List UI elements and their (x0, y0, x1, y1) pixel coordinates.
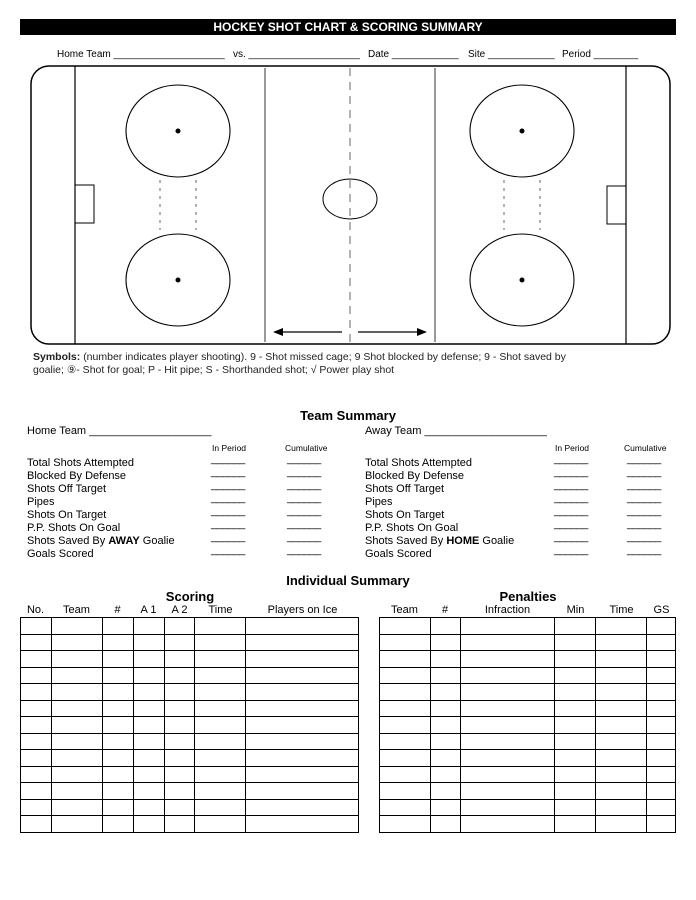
table-cell[interactable] (555, 717, 596, 734)
table-cell[interactable] (246, 733, 359, 750)
home-cumulative-blank[interactable]: ______ (287, 466, 321, 478)
table-cell[interactable] (647, 816, 676, 833)
table-cell[interactable] (51, 799, 102, 816)
table-cell[interactable] (195, 634, 246, 651)
table-row (21, 733, 359, 750)
table-cell[interactable] (555, 733, 596, 750)
table-cell[interactable] (51, 651, 102, 668)
table-cell[interactable] (555, 684, 596, 701)
table-cell[interactable] (647, 667, 676, 684)
table-cell[interactable] (21, 684, 52, 701)
date-field[interactable]: Date ____________ (368, 49, 459, 60)
home-stat-label: Total Shots Attempted (27, 457, 135, 469)
away-cumulative-blank[interactable]: ______ (627, 518, 661, 530)
table-cell[interactable] (133, 783, 164, 800)
table-cell[interactable] (430, 799, 460, 816)
table-cell[interactable] (102, 783, 133, 800)
table-cell[interactable] (430, 651, 460, 668)
table-cell[interactable] (380, 634, 431, 651)
table-row (21, 783, 359, 800)
away-team-field[interactable]: vs. ____________________ (233, 49, 360, 60)
away-stat-row (365, 466, 661, 482)
scoring-col-header: Team (63, 604, 90, 616)
away-cumulative-blank[interactable]: ______ (627, 544, 661, 556)
table-row (21, 766, 359, 783)
home-stat-row (27, 531, 321, 547)
table-cell[interactable] (647, 783, 676, 800)
penalties-title: Penalties (499, 589, 557, 604)
table-cell[interactable] (246, 799, 359, 816)
table-row (380, 717, 676, 734)
table-cell[interactable] (380, 799, 431, 816)
table-cell[interactable] (102, 667, 133, 684)
table-cell[interactable] (460, 799, 555, 816)
home-in-period-blank[interactable]: ______ (211, 505, 245, 517)
penalties-col-header: Team (391, 604, 418, 616)
table-cell[interactable] (596, 700, 647, 717)
table-cell[interactable] (51, 766, 102, 783)
table-cell[interactable] (21, 733, 52, 750)
individual-summary-title: Individual Summary (286, 573, 410, 588)
home-in-period-blank[interactable]: ______ (211, 531, 245, 543)
table-cell[interactable] (596, 799, 647, 816)
table-cell[interactable] (133, 750, 164, 767)
table-cell[interactable] (164, 618, 195, 635)
table-cell[interactable] (51, 684, 102, 701)
scoring-col-header: Time (208, 604, 233, 616)
table-cell[interactable] (102, 700, 133, 717)
away-stat-row (365, 544, 661, 560)
table-cell[interactable] (102, 618, 133, 635)
table-cell[interactable] (380, 766, 431, 783)
away-stat-row (365, 518, 661, 534)
table-row (380, 667, 676, 684)
table-cell[interactable] (647, 733, 676, 750)
site-field[interactable]: Site ____________ (468, 49, 555, 60)
table-row (21, 667, 359, 684)
table-cell[interactable] (430, 766, 460, 783)
home-stat-row (27, 544, 321, 560)
table-cell[interactable] (133, 733, 164, 750)
home-cumulative-blank[interactable]: ______ (287, 544, 321, 556)
table-cell[interactable] (21, 700, 52, 717)
table-cell[interactable] (460, 618, 555, 635)
symbols-label: Symbols: (33, 351, 81, 363)
table-cell[interactable] (21, 766, 52, 783)
table-cell[interactable] (555, 750, 596, 767)
away-in-period-blank[interactable]: ______ (554, 453, 588, 465)
table-cell[interactable] (380, 717, 431, 734)
home-cumulative-header: Cumulative (285, 443, 328, 453)
table-cell[interactable] (380, 684, 431, 701)
page-title: HOCKEY SHOT CHART & SCORING SUMMARY (20, 19, 676, 35)
table-cell[interactable] (51, 750, 102, 767)
away-cumulative-blank[interactable]: ______ (627, 453, 661, 465)
home-stat-label: Blocked By Defense (27, 470, 127, 482)
table-cell[interactable] (51, 733, 102, 750)
home-in-period-blank[interactable]: ______ (211, 518, 245, 530)
table-cell[interactable] (430, 733, 460, 750)
table-cell[interactable] (164, 667, 195, 684)
table-cell[interactable] (246, 750, 359, 767)
table-cell[interactable] (246, 684, 359, 701)
home-cumulative-blank[interactable]: ______ (287, 531, 321, 543)
table-cell[interactable] (195, 717, 246, 734)
table-cell[interactable] (460, 816, 555, 833)
table-cell[interactable] (102, 634, 133, 651)
table-cell[interactable] (133, 700, 164, 717)
table-cell[interactable] (102, 750, 133, 767)
table-row (21, 684, 359, 701)
scoring-col-header: No. (26, 604, 45, 616)
table-cell[interactable] (596, 634, 647, 651)
away-stat-label: Goals Scored (365, 548, 432, 560)
table-cell[interactable] (21, 750, 52, 767)
table-row (21, 618, 359, 635)
table-cell[interactable] (555, 766, 596, 783)
table-cell[interactable] (133, 618, 164, 635)
scoring-col-header: Players on Ice (267, 604, 338, 616)
table-cell[interactable] (596, 750, 647, 767)
home-in-period-header: In Period (212, 443, 247, 453)
table-cell[interactable] (51, 717, 102, 734)
table-cell[interactable] (164, 717, 195, 734)
home-in-period-blank[interactable]: ______ (211, 544, 245, 556)
home-team-field[interactable]: Home Team ____________________ (57, 49, 225, 60)
table-cell[interactable] (102, 717, 133, 734)
away-stat-row (365, 492, 661, 508)
table-cell[interactable] (555, 651, 596, 668)
away-stat-label: Total Shots Attempted (365, 457, 473, 469)
table-row (380, 634, 676, 651)
away-stat-row (365, 479, 661, 495)
home-in-period-blank[interactable]: ______ (211, 492, 245, 504)
table-cell[interactable] (596, 651, 647, 668)
table-cell[interactable] (596, 783, 647, 800)
team-summary-title: Team Summary (300, 408, 396, 423)
table-cell[interactable] (102, 766, 133, 783)
penalties-table[interactable] (379, 617, 676, 833)
table-cell[interactable] (51, 700, 102, 717)
scoring-title: Scoring (165, 589, 215, 604)
table-cell[interactable] (430, 634, 460, 651)
table-cell[interactable] (164, 700, 195, 717)
table-cell[interactable] (555, 799, 596, 816)
table-cell[interactable] (195, 750, 246, 767)
table-cell[interactable] (555, 816, 596, 833)
table-cell[interactable] (460, 783, 555, 800)
table-cell[interactable] (133, 816, 164, 833)
away-stat-row (365, 505, 661, 521)
penalties-col-header: GS (653, 604, 670, 616)
table-cell[interactable] (647, 750, 676, 767)
away-stat-row (365, 453, 661, 469)
away-in-period-blank[interactable]: ______ (554, 492, 588, 504)
table-cell[interactable] (51, 667, 102, 684)
table-cell[interactable] (460, 750, 555, 767)
table-row (21, 634, 359, 651)
table-cell[interactable] (430, 750, 460, 767)
away-in-period-blank[interactable]: ______ (554, 466, 588, 478)
table-row (21, 799, 359, 816)
away-team-summary-field[interactable]: Away Team ____________________ (365, 425, 547, 437)
table-cell[interactable] (195, 700, 246, 717)
home-stat-label: Shots Off Target (27, 483, 107, 495)
away-stat-label: Shots Saved By HOME Goalie (365, 535, 515, 547)
table-cell[interactable] (195, 684, 246, 701)
table-cell[interactable] (102, 816, 133, 833)
away-in-period-blank[interactable]: ______ (554, 531, 588, 543)
table-cell[interactable] (555, 667, 596, 684)
away-cumulative-blank[interactable]: ______ (627, 492, 661, 504)
table-cell[interactable] (596, 766, 647, 783)
table-cell[interactable] (102, 733, 133, 750)
penalties-col-header: Time (609, 604, 634, 616)
home-stat-row (27, 479, 321, 495)
home-stats (27, 453, 321, 560)
table-cell[interactable] (164, 816, 195, 833)
away-cumulative-header: Cumulative (624, 443, 667, 453)
table-row (380, 816, 676, 833)
home-in-period-blank[interactable]: ______ (211, 453, 245, 465)
table-cell[interactable] (430, 700, 460, 717)
table-cell[interactable] (596, 733, 647, 750)
table-row (21, 717, 359, 734)
table-cell[interactable] (596, 816, 647, 833)
table-cell[interactable] (133, 634, 164, 651)
table-cell[interactable] (460, 766, 555, 783)
home-in-period-blank[interactable]: ______ (211, 479, 245, 491)
table-row (21, 700, 359, 717)
table-row (380, 651, 676, 668)
away-stat-row (365, 531, 661, 547)
table-cell[interactable] (164, 733, 195, 750)
away-in-period-blank[interactable]: ______ (554, 505, 588, 517)
table-cell[interactable] (246, 766, 359, 783)
scoring-col-header: A 1 (140, 604, 157, 616)
table-cell[interactable] (460, 733, 555, 750)
table-row (380, 618, 676, 635)
away-stat-label: P.P. Shots On Goal (365, 522, 459, 534)
table-row (380, 684, 676, 701)
table-row (21, 816, 359, 833)
away-in-period-blank[interactable]: ______ (554, 479, 588, 491)
table-cell[interactable] (380, 667, 431, 684)
scoring-col-header: A 2 (171, 604, 188, 616)
table-cell[interactable] (164, 799, 195, 816)
table-cell[interactable] (164, 750, 195, 767)
table-cell[interactable] (647, 684, 676, 701)
table-cell[interactable] (21, 816, 52, 833)
table-cell[interactable] (380, 816, 431, 833)
table-cell[interactable] (51, 634, 102, 651)
penalties-col-header: Infraction (484, 604, 531, 616)
away-stat-label: Blocked By Defense (365, 470, 465, 482)
table-cell[interactable] (195, 799, 246, 816)
table-cell[interactable] (460, 700, 555, 717)
table-cell[interactable] (647, 634, 676, 651)
table-cell[interactable] (430, 816, 460, 833)
table-cell[interactable] (195, 766, 246, 783)
table-cell[interactable] (460, 684, 555, 701)
table-cell[interactable] (164, 684, 195, 701)
table-cell[interactable] (246, 783, 359, 800)
table-cell[interactable] (21, 618, 52, 635)
table-cell[interactable] (647, 700, 676, 717)
away-cumulative-blank[interactable]: ______ (627, 531, 661, 543)
table-cell[interactable] (51, 816, 102, 833)
table-cell[interactable] (21, 783, 52, 800)
table-cell[interactable] (647, 618, 676, 635)
home-cumulative-blank[interactable]: ______ (287, 518, 321, 530)
table-cell[interactable] (555, 700, 596, 717)
table-cell[interactable] (380, 733, 431, 750)
table-cell[interactable] (430, 667, 460, 684)
table-cell[interactable] (246, 717, 359, 734)
away-cumulative-blank[interactable]: ______ (627, 505, 661, 517)
home-in-period-blank[interactable]: ______ (211, 466, 245, 478)
penalties-col-header: Min (566, 604, 585, 616)
table-cell[interactable] (430, 618, 460, 635)
table-cell[interactable] (596, 717, 647, 734)
table-cell[interactable] (596, 618, 647, 635)
table-cell[interactable] (647, 799, 676, 816)
home-stat-label: Goals Scored (27, 548, 94, 560)
table-cell[interactable] (380, 618, 431, 635)
table-cell[interactable] (133, 717, 164, 734)
home-cumulative-blank[interactable]: ______ (287, 479, 321, 491)
table-cell[interactable] (246, 618, 359, 635)
table-cell[interactable] (460, 717, 555, 734)
symbols-legend (33, 351, 653, 377)
period-field[interactable]: Period ________ (562, 49, 639, 60)
away-cumulative-blank[interactable]: ______ (627, 466, 661, 478)
table-cell[interactable] (21, 634, 52, 651)
home-stat-row (27, 453, 321, 469)
table-cell[interactable] (21, 799, 52, 816)
table-cell[interactable] (164, 783, 195, 800)
table-cell[interactable] (246, 634, 359, 651)
table-cell[interactable] (102, 799, 133, 816)
table-cell[interactable] (380, 783, 431, 800)
table-cell[interactable] (647, 651, 676, 668)
table-cell[interactable] (430, 684, 460, 701)
table-cell[interactable] (555, 634, 596, 651)
table-cell[interactable] (51, 783, 102, 800)
table-cell[interactable] (102, 684, 133, 701)
table-row (380, 700, 676, 717)
away-in-period-blank[interactable]: ______ (554, 518, 588, 530)
home-team-summary-field[interactable]: Home Team ____________________ (27, 425, 212, 437)
table-cell[interactable] (430, 783, 460, 800)
table-cell[interactable] (133, 667, 164, 684)
table-cell[interactable] (164, 634, 195, 651)
table-cell[interactable] (164, 766, 195, 783)
away-stat-label: Pipes (365, 496, 393, 508)
home-cumulative-blank[interactable]: ______ (287, 492, 321, 504)
home-stat-label: P.P. Shots On Goal (27, 522, 121, 534)
table-cell[interactable] (51, 618, 102, 635)
table-cell[interactable] (195, 667, 246, 684)
table-cell[interactable] (21, 667, 52, 684)
table-cell[interactable] (246, 651, 359, 668)
scoring-col-header: # (114, 604, 121, 616)
table-cell[interactable] (380, 700, 431, 717)
table-cell[interactable] (195, 816, 246, 833)
away-in-period-header: In Period (555, 443, 590, 453)
table-cell[interactable] (195, 651, 246, 668)
table-cell[interactable] (596, 684, 647, 701)
table-cell[interactable] (246, 667, 359, 684)
table-cell[interactable] (195, 733, 246, 750)
home-stat-row (27, 466, 321, 482)
rink-diagram[interactable] (28, 60, 676, 348)
table-cell[interactable] (21, 651, 52, 668)
table-row (380, 766, 676, 783)
table-cell[interactable] (380, 651, 431, 668)
symbols-line-2: goalie; ⑨- Shot for goal; P - Hit pipe; S - Shorthanded shot; √ Power play shot (33, 364, 395, 376)
table-cell[interactable] (195, 783, 246, 800)
table-cell[interactable] (647, 766, 676, 783)
home-stat-row (27, 505, 321, 521)
away-stat-label: Shots On Target (365, 509, 445, 521)
home-stat-row (27, 492, 321, 508)
table-cell[interactable] (195, 618, 246, 635)
table-cell[interactable] (164, 651, 195, 668)
table-cell[interactable] (555, 783, 596, 800)
table-cell[interactable] (133, 766, 164, 783)
penalties-col-header: # (441, 604, 449, 616)
away-cumulative-blank[interactable]: ______ (627, 479, 661, 491)
table-cell[interactable] (555, 618, 596, 635)
table-cell[interactable] (460, 651, 555, 668)
home-cumulative-blank[interactable]: ______ (287, 505, 321, 517)
table-cell[interactable] (133, 651, 164, 668)
table-cell[interactable] (647, 717, 676, 734)
away-in-period-blank[interactable]: ______ (554, 544, 588, 556)
home-stat-label: Shots Saved By AWAY Goalie (27, 535, 175, 547)
table-row (21, 651, 359, 668)
home-stat-label: Shots On Target (27, 509, 107, 521)
table-cell[interactable] (133, 684, 164, 701)
table-row (380, 733, 676, 750)
table-row (21, 750, 359, 767)
table-cell[interactable] (380, 750, 431, 767)
table-cell[interactable] (460, 634, 555, 651)
table-cell[interactable] (21, 717, 52, 734)
symbols-line-1: (number indicates player shooting). 9 - Shot missed cage; 9 Shot blocked by defense; 9 - Shot saved by (83, 351, 566, 363)
away-stats (365, 453, 661, 560)
table-cell[interactable] (246, 700, 359, 717)
table-cell[interactable] (430, 717, 460, 734)
table-cell[interactable] (460, 667, 555, 684)
away-stat-label: Shots Off Target (365, 483, 445, 495)
home-stat-row (27, 518, 321, 534)
home-cumulative-blank[interactable]: ______ (287, 453, 321, 465)
scoring-table[interactable] (20, 617, 359, 833)
table-cell[interactable] (102, 651, 133, 668)
home-stat-label: Pipes (27, 496, 55, 508)
table-cell[interactable] (246, 816, 359, 833)
table-row (380, 799, 676, 816)
table-cell[interactable] (596, 667, 647, 684)
table-cell[interactable] (133, 799, 164, 816)
table-row (380, 783, 676, 800)
table-row (380, 750, 676, 767)
